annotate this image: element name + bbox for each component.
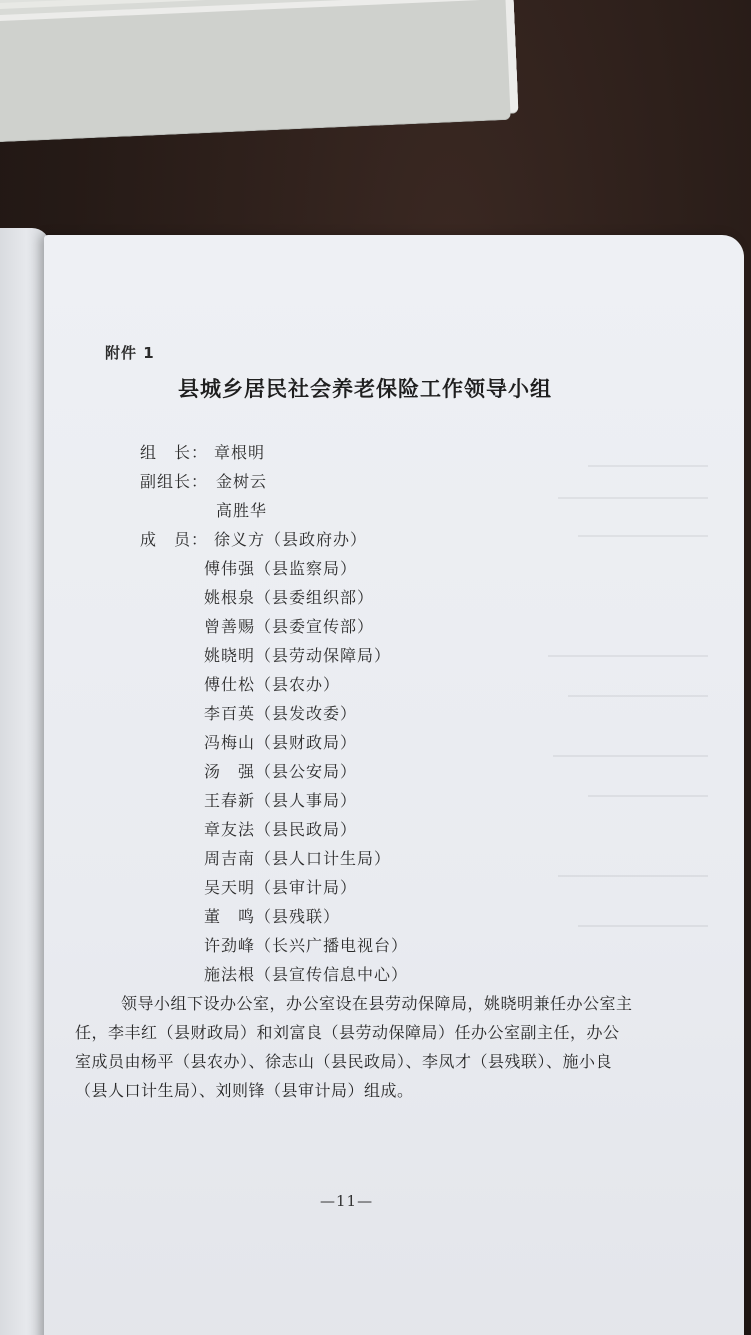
member-item: 傅伟强（县监察局） [204, 559, 358, 578]
member-item: 周吉南（县人口计生局） [204, 849, 392, 868]
office-paragraph: 领导小组下设办公室，办公室设在县劳动保障局，姚晓明兼任办公室主任，李丰红（县财政局）和刘富良（县劳动保障局）任办公室副主任，办公室成员由杨平（县农办）、徐志山（县民政局）、李凤才（县残联）、施小良（县人口计生局）、刘则锋（县审计局）组成。 [75, 994, 633, 1100]
left-page-edge [0, 228, 50, 1335]
deputy-name: 金树云 [216, 472, 268, 491]
member-item: 傅仕松（县农办） [204, 675, 341, 694]
member-item: 章友法（县民政局） [204, 820, 358, 839]
deputy-name: 高胜华 [216, 501, 268, 520]
member-item: 冯梅山（县财政局） [204, 733, 358, 752]
member-item: 吴天明（县审计局） [204, 878, 358, 897]
member-item: 董 鸣（县残联） [204, 907, 341, 926]
leader-role: 组 长： [140, 443, 209, 462]
paper-stack [0, 0, 517, 111]
member-item: 王春新（县人事局） [204, 791, 358, 810]
attachment-label: 附件 1 [105, 344, 155, 362]
member-item: 姚根泉（县委组织部） [204, 588, 375, 607]
member-item: 许劲峰（长兴广播电视台） [204, 936, 409, 955]
document-page [44, 235, 744, 1335]
member-item: 李百英（县发改委） [204, 704, 358, 723]
document-title: 县城乡居民社会养老保险工作领导小组 [178, 376, 552, 401]
members-role: 成 员： [140, 530, 209, 549]
deputy-role: 副组长： [140, 472, 209, 491]
member-item: 汤 强（县公安局） [204, 762, 358, 781]
member-item: 施法根（县宣传信息中心） [204, 965, 409, 984]
member-item: 曾善赐（县委宣传部） [204, 617, 375, 636]
leader-name: 章根明 [214, 443, 266, 462]
member-item: 徐义方（县政府办） [214, 530, 368, 549]
page-number: —11— [320, 1192, 374, 1210]
member-item: 姚晓明（县劳动保障局） [204, 646, 392, 665]
